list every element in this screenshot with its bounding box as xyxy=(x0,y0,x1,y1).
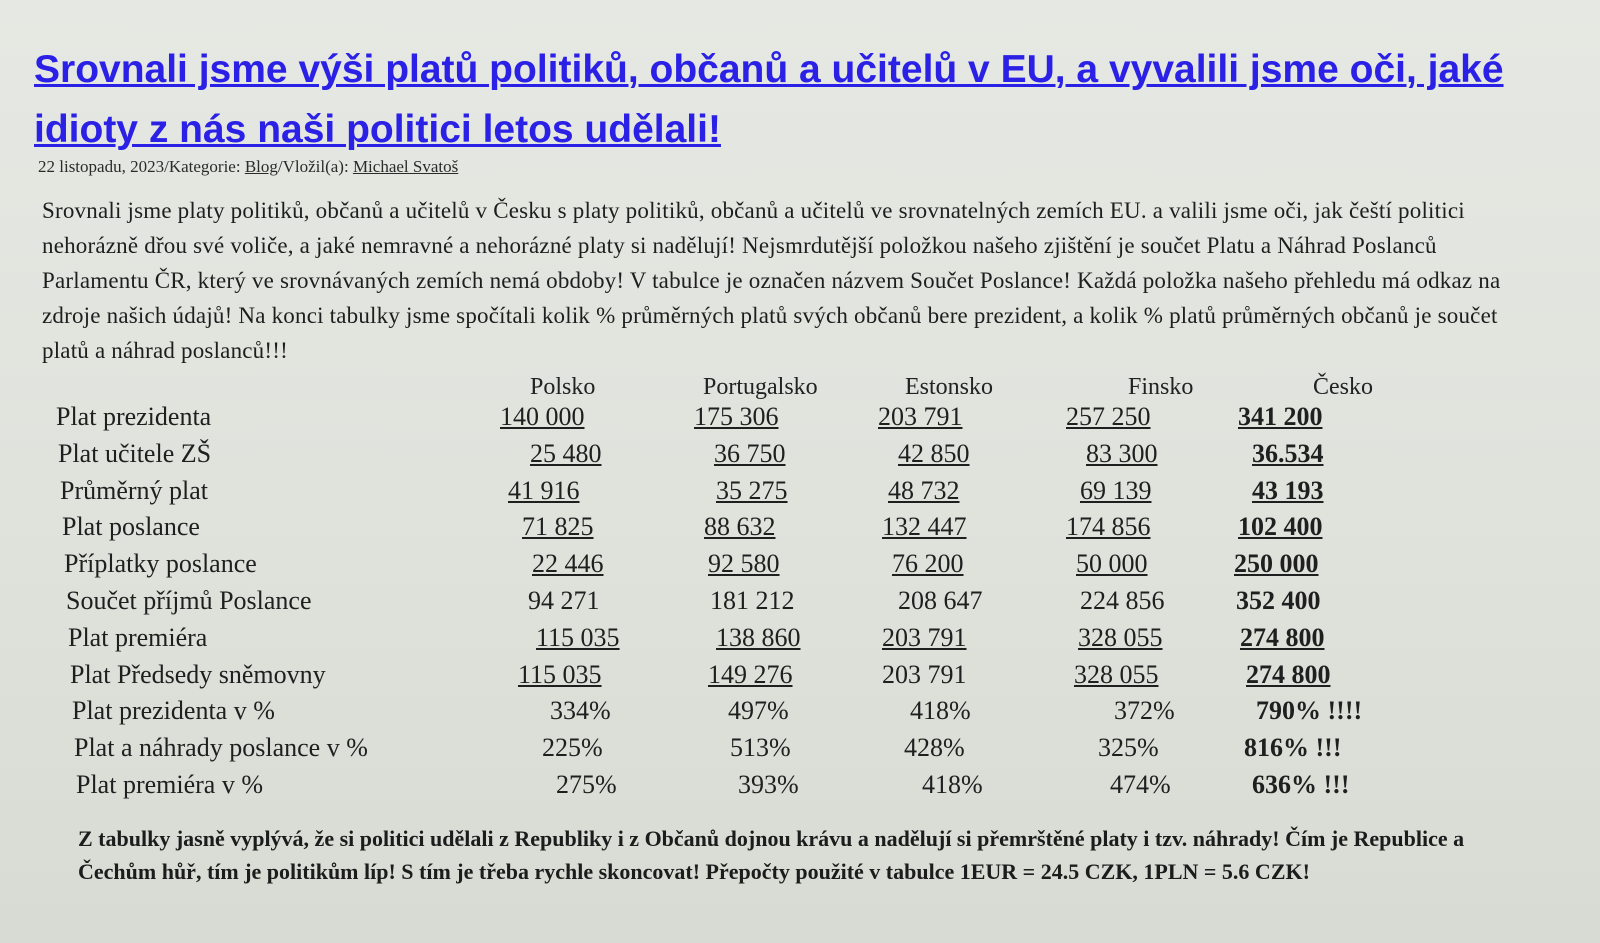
table-cell: 208 647 xyxy=(898,586,983,615)
intro-paragraph: Srovnali jsme platy politiků, občanů a učitelů v Česku s platy politiků, občanů a učitelů ve srovnatelných zemích EU. a valili jsme oči, jak čeští politici nehorázně dřou své voliče, a jaké nemravné a nehorázné platy si nadělují! Nejsmrdutější položkou našeho zjištění je součet Platu a Náhrad Poslanců Parlamentu ČR, který ve srovnávaných zemích nemá obdoby! V tabulce je označen názvem Součet Poslance! Každá položka našeho přehledu má odkaz na zdroje našich údajů! Na konci tabulky jsme spočítali kolik % průměrných platů svých občanů bere prezident, a kolik % platů průměrných občanů je součet platů a náhrad poslanců!!! xyxy=(42,198,1501,363)
row-label: Průměrný plat xyxy=(60,475,209,505)
table-cell-link[interactable]: 203 791 xyxy=(878,402,963,431)
table-cell: 816% !!! xyxy=(1244,733,1342,763)
table-cell: 181 212 xyxy=(710,586,795,615)
category-link[interactable]: Blog xyxy=(244,157,278,176)
row-label: Plat prezidenta xyxy=(56,402,212,431)
table-cell: 474% xyxy=(1110,770,1171,799)
table-cell-link[interactable]: 132 447 xyxy=(882,512,967,542)
table-cell-link[interactable]: 274 800 xyxy=(1240,622,1325,652)
table-cell-link[interactable]: 92 580 xyxy=(708,549,780,579)
column-header-polsko: Polsko xyxy=(530,374,596,400)
table-cell-link[interactable]: 341 200 xyxy=(1238,402,1323,431)
table-cell: 325% xyxy=(1098,733,1159,763)
table-cell: 513% xyxy=(730,733,791,763)
table-cell-link[interactable]: 76 200 xyxy=(892,549,964,579)
article-headline-link[interactable]: Srovnali jsme výši platů politiků, občanů a učitelů v EU, a vyvalili jsme oči, jaké idioty z nás naši politici letos udělali! xyxy=(34,48,1504,151)
table-cell-link[interactable]: 203 791 xyxy=(882,622,967,652)
table-cell: 418% xyxy=(922,770,983,799)
table-cell-link[interactable]: 83 300 xyxy=(1086,438,1158,468)
table-cell-link[interactable]: 149 276 xyxy=(708,659,793,689)
row-label: Plat Předsedy sněmovny xyxy=(70,659,326,689)
table-cell-link[interactable]: 174 856 xyxy=(1066,512,1151,542)
table-cell: 94 271 xyxy=(528,586,600,615)
table-cell-link[interactable]: 69 139 xyxy=(1080,475,1152,505)
table-cell-link[interactable]: 48 732 xyxy=(888,475,960,505)
table-cell-link[interactable]: 41 916 xyxy=(508,475,580,505)
table-cell: 393% xyxy=(738,770,799,799)
table-cell-link[interactable]: 102 400 xyxy=(1238,512,1323,542)
author-label: /Vložil(a): xyxy=(277,157,353,176)
row-label: Plat poslance xyxy=(62,512,200,542)
table-cell-link[interactable]: 50 000 xyxy=(1076,549,1148,579)
table-cell-link[interactable]: 71 825 xyxy=(522,512,594,542)
table-cell-link[interactable]: 115 035 xyxy=(536,622,620,652)
table-cell: 418% xyxy=(910,696,971,726)
category-label: /Kategorie: xyxy=(164,157,245,176)
row-label: Plat a náhrady poslance v % xyxy=(74,733,368,763)
table-cell-link[interactable]: 328 055 xyxy=(1074,659,1159,689)
table-cell: 497% xyxy=(728,696,789,726)
column-header-česko: Česko xyxy=(1313,374,1373,400)
column-header-finsko: Finsko xyxy=(1128,374,1194,400)
table-cell-link[interactable]: 25 480 xyxy=(530,438,602,468)
table-cell-link[interactable]: 328 055 xyxy=(1078,622,1163,652)
table-cell-link[interactable]: 138 860 xyxy=(716,622,801,652)
table-cell-link[interactable]: 250 000 xyxy=(1234,549,1319,579)
row-label: Příplatky poslance xyxy=(64,549,257,579)
table-cell-link[interactable]: 42 850 xyxy=(898,438,970,468)
row-label: Plat prezidenta v % xyxy=(72,696,275,726)
row-label: Plat premiéra v % xyxy=(76,770,263,799)
table-cell-link[interactable]: 140 000 xyxy=(500,402,585,431)
table-cell: 790% !!!! xyxy=(1256,696,1363,726)
column-header-estonsko: Estonsko xyxy=(905,374,994,400)
table-cell-link[interactable]: 35 275 xyxy=(716,475,788,505)
table-cell: 352 400 xyxy=(1236,586,1321,615)
table-cell: 334% xyxy=(550,696,611,726)
table-cell-link[interactable]: 175 306 xyxy=(694,402,779,431)
table-cell-link[interactable]: 115 035 xyxy=(518,659,602,689)
table-cell: 203 791 xyxy=(882,659,967,689)
table-cell-link[interactable]: 22 446 xyxy=(532,549,604,579)
author-link[interactable]: Michael Svatoš xyxy=(352,157,459,176)
table-cell: 225% xyxy=(542,733,603,763)
table-cell: 224 856 xyxy=(1080,586,1165,615)
table-cell-link[interactable]: 36.534 xyxy=(1252,438,1324,468)
article-date: 22 listopadu, 2023 xyxy=(38,157,165,176)
table-cell-link[interactable]: 257 250 xyxy=(1066,402,1151,431)
table-cell-link[interactable]: 88 632 xyxy=(704,512,776,542)
column-header-portugalsko: Portugalsko xyxy=(703,374,818,400)
row-label: Součet příjmů Poslance xyxy=(66,586,312,615)
table-cell-link[interactable]: 43 193 xyxy=(1252,475,1324,505)
table-cell: 428% xyxy=(904,733,965,763)
row-label: Plat premiéra xyxy=(68,622,208,652)
table-cell: 372% xyxy=(1114,696,1175,726)
table-cell-link[interactable]: 36 750 xyxy=(714,438,786,468)
table-cell-link[interactable]: 274 800 xyxy=(1246,659,1331,689)
article-meta xyxy=(38,157,458,177)
conclusion-paragraph: Z tabulky jasně vyplývá, že si politici udělali z Republiky i z Občanů dojnou krávu a nadělují si přemrštěné platy i tzv. náhrady! Čím je Republice a Čechům hůř, tím je politikům líp! S tím je třeba rychle skoncovat! Přepočty použité v tabulce 1EUR = 24.5 CZK, 1PLN = 5.6 CZK! xyxy=(78,826,1465,884)
table-cell: 275% xyxy=(556,770,617,799)
row-label: Plat učitele ZŠ xyxy=(58,438,212,468)
table-cell: 636% !!! xyxy=(1252,770,1350,799)
